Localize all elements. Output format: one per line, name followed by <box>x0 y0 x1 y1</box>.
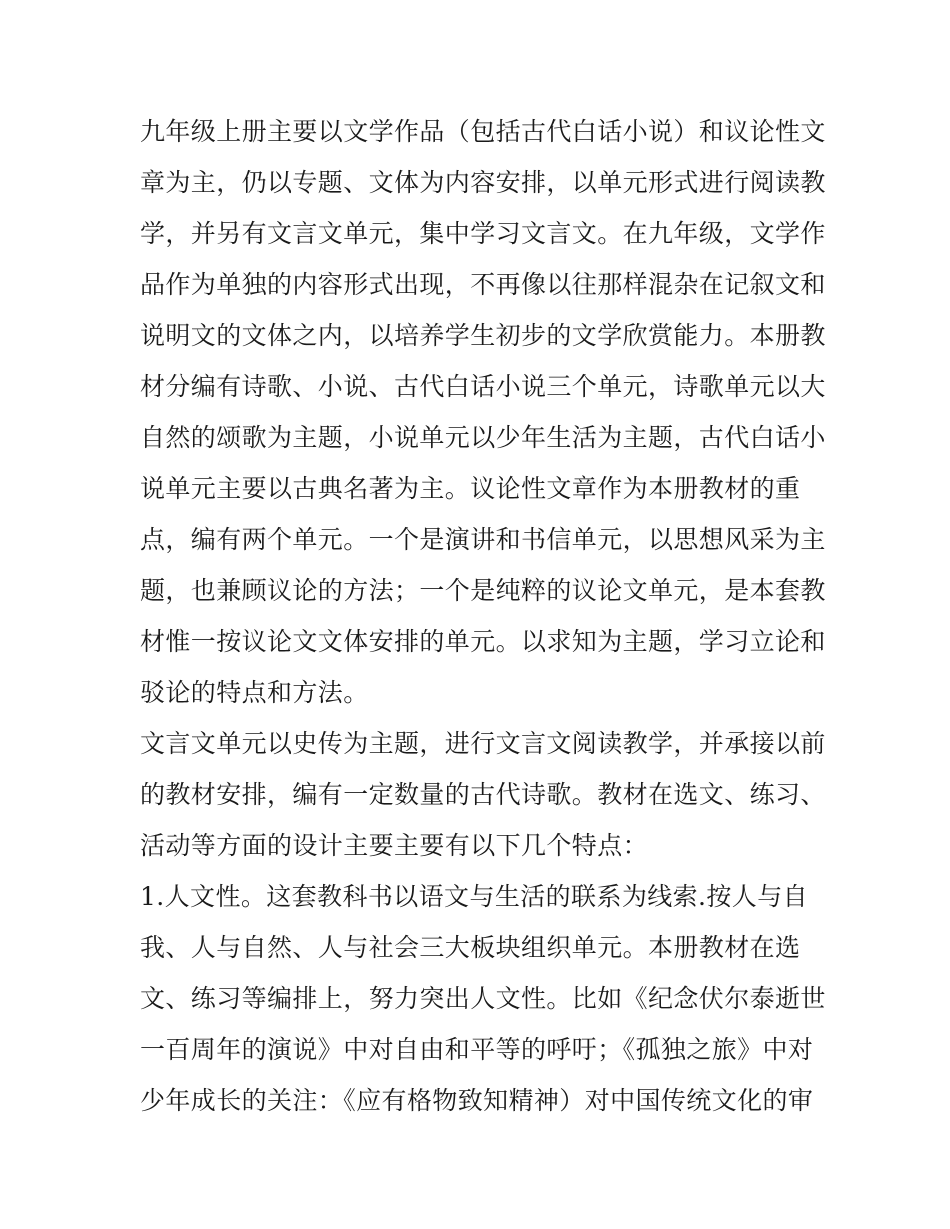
text-line: 材惟一按议论文文体安排的单元。以求知为主题，学习立论和 <box>140 627 826 656</box>
text-line: 说单元主要以古典名著为主。议论性文章作为本册教材的重 <box>140 474 801 503</box>
text-line: 1.人文性。这套教科书以语文与生活的联系为线索.按人与自 <box>140 882 809 911</box>
text-line: 九年级上册主要以文学作品（包括古代白话小说）和议论性文 <box>140 117 826 146</box>
text-line: 学，并另有文言文单元，集中学习文言文。在九年级，文学作 <box>140 219 826 248</box>
text-line: 一百周年的演说》中对自由和平等的呼吁；《孤独之旅》中对 <box>140 1035 814 1064</box>
text-line: 材分编有诗歌、小说、古代白话小说三个单元，诗歌单元以大 <box>140 372 826 401</box>
text-line: 驳论的特点和方法。 <box>140 678 369 707</box>
body-text <box>140 106 826 1126</box>
text-line: 说明文的文体之内，以培养学生初步的文学欣赏能力。本册教 <box>140 321 826 350</box>
text-line: 我、人与自然、人与社会三大板块组织单元。本册教材在选 <box>140 933 801 962</box>
text-line: 自然的颂歌为主题，小说单元以少年生活为主题，古代白话小 <box>140 423 826 452</box>
text-line: 点，编有两个单元。一个是演讲和书信单元，以思想风采为主 <box>140 525 826 554</box>
text-line: 章为主，仍以专题、文体为内容安排，以单元形式进行阅读教 <box>140 168 826 197</box>
text-line: 少年成长的关注：《应有格物致知精神）对中国传统文化的审 <box>140 1086 814 1115</box>
text-line: 题，也兼顾议论的方法；一个是纯粹的议论文单元，是本套教 <box>140 576 826 605</box>
text-line: 活动等方面的设计主要主要有以下几个特点： <box>140 831 649 860</box>
text-line: 文言文单元以史传为主题，进行文言文阅读教学，并承接以前 <box>140 729 826 758</box>
text-line: 品作为单独的内容形式出现，不再像以往那样混杂在记叙文和 <box>140 270 826 299</box>
text-line: 文、练习等编排上，努力突出人文性。比如《纪念伏尔泰逝世 <box>140 984 826 1013</box>
text-line: 的教材安排，编有一定数量的古代诗歌。教材在选文、练习、 <box>140 780 826 809</box>
